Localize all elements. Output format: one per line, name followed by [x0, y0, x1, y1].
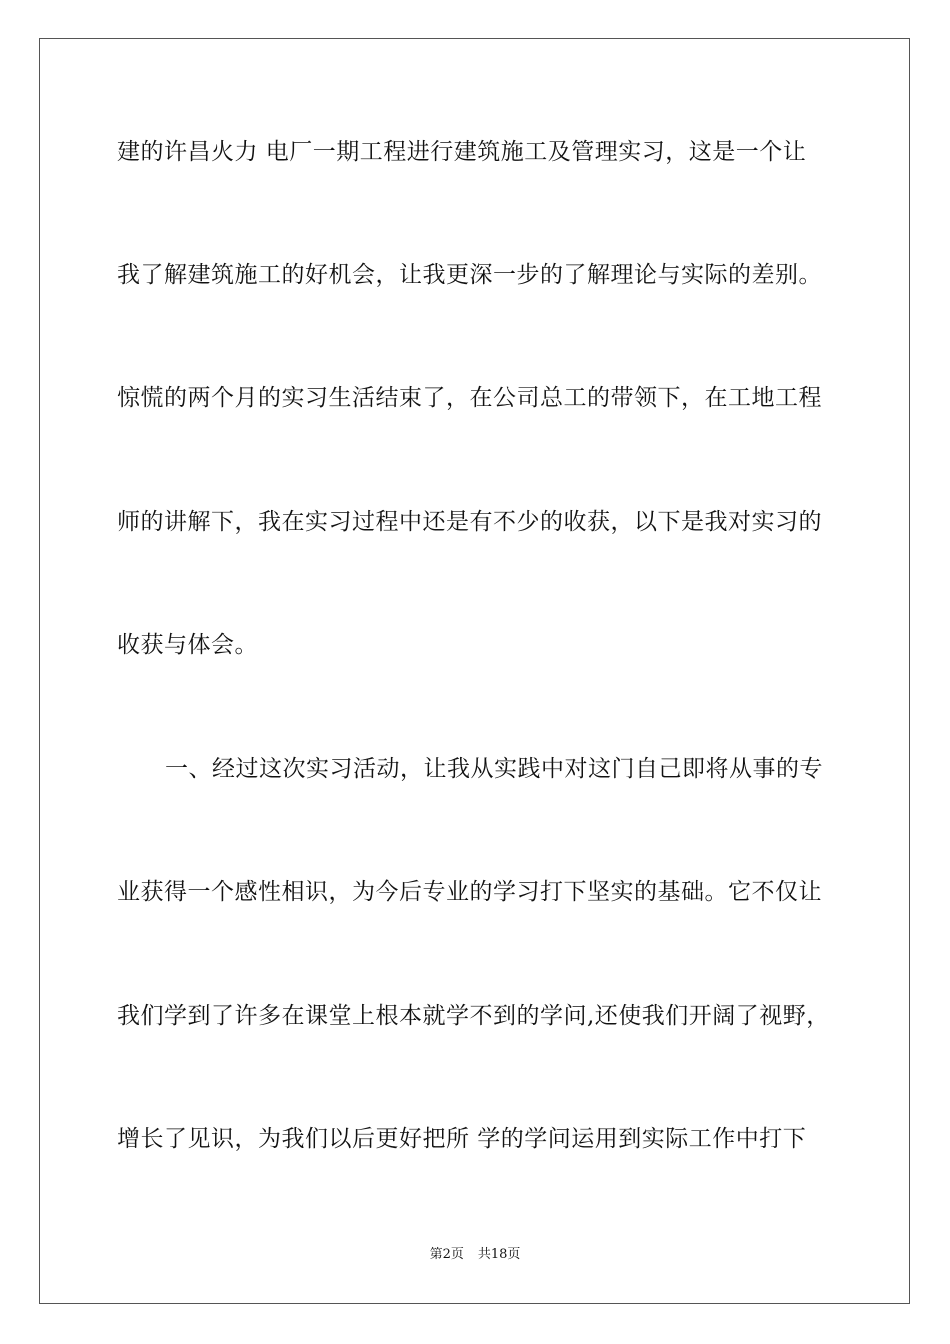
page-number: 第2页 [429, 1247, 464, 1262]
page-total: 共18页 [477, 1247, 521, 1262]
paragraph-line: 我们学到了许多在课堂上根本就学不到的学问,还使我们开阔了视野， [117, 1003, 830, 1029]
paragraph-line: 收获与体会。 [117, 632, 258, 658]
paragraph-line: 惊慌的两个月的实习生活结束了，在公司总工的带领下，在工地工程 [117, 385, 822, 411]
paragraph-line: 建的许昌火力 电厂一期工程进行建筑施工及管理实习，这是一个让 [117, 139, 807, 165]
paragraph-line: 增长了见识，为我们以后更好把所 学的学问运用到实际工作中打下 [117, 1126, 807, 1152]
paragraph-line: 一、经过这次实习活动，让我从实践中对这门自己即将从事的专 [165, 756, 823, 782]
page-frame [39, 38, 910, 1304]
paragraph-line: 师的讲解下，我在实习过程中还是有不少的收获，以下是我对实习的 [117, 509, 822, 535]
paragraph-line: 我了解建筑施工的好机会，让我更深一步的了解理论与实际的差别。 [117, 262, 822, 288]
paragraph-line: 业获得一个感性相识，为今后专业的学习打下坚实的基础。它不仅让 [117, 879, 822, 905]
page-footer [0, 1246, 950, 1264]
